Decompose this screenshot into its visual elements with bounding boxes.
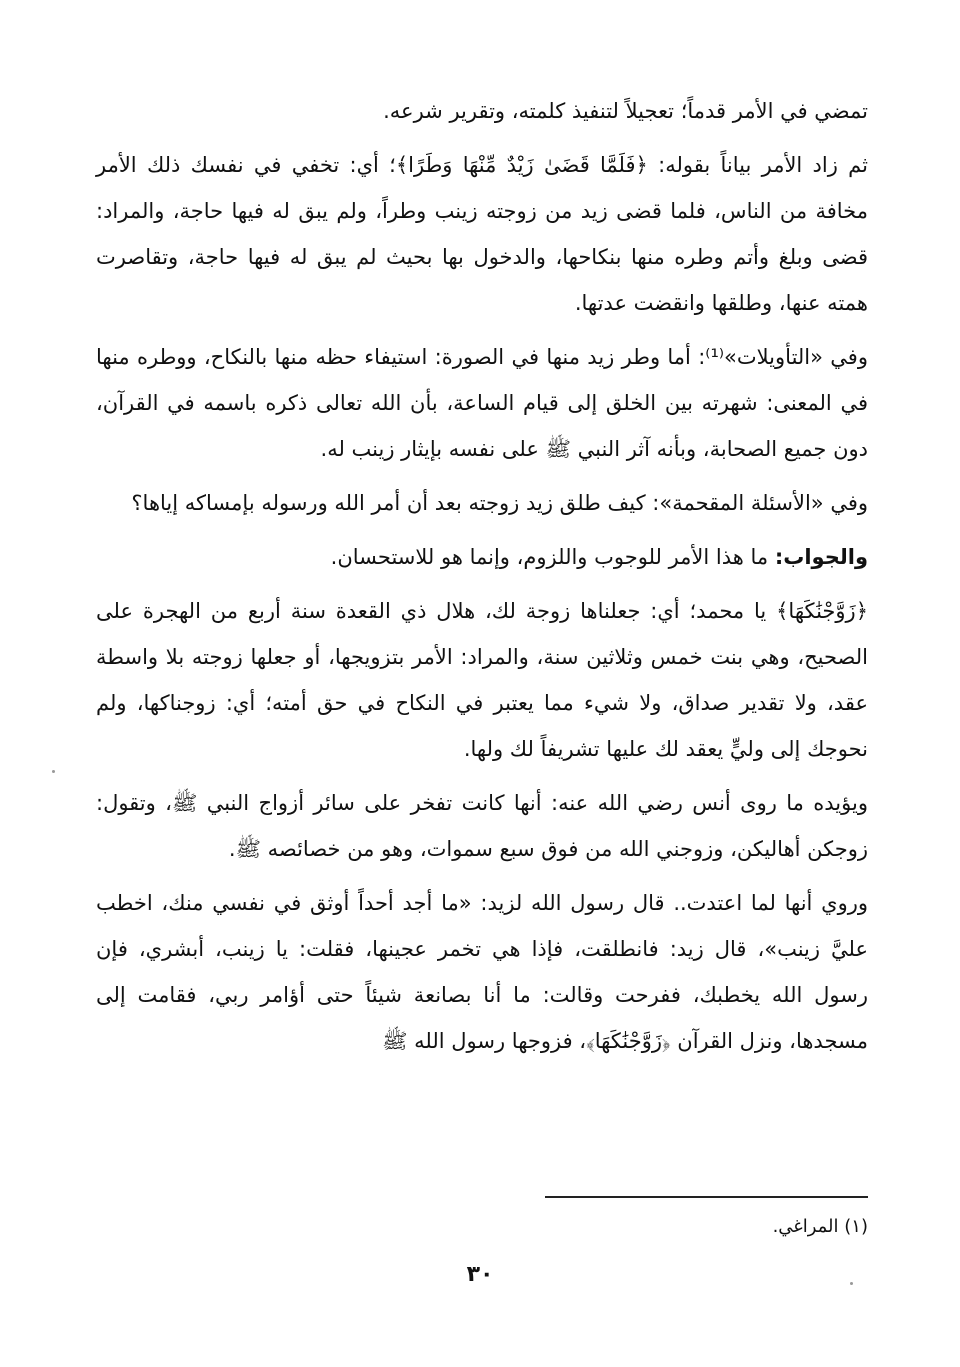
paragraph-1: تمضي في الأمر قدماً؛ تعجيلاً لتنفيذ كلمته، وتقرير شرعه. <box>383 99 868 123</box>
footnote: (١) المراغي. <box>772 1216 868 1237</box>
footnote-divider <box>545 1196 868 1198</box>
speck-mark <box>850 1282 853 1285</box>
paragraph-6: ﴿زَوَّجْنَٰكَهَا﴾ يا محمد؛ أي: جعلناها زوجة لك، هلال ذي القعدة سنة أربع من الهجرة على الصحيح، وهي بنت خمس وثلاثين سنة، والمراد: الأمر بتزويجها، أو جعلها زوجته بلا واسطة عقد، ولا تقدير صداق، ولا شيء مما يعتبر في النكاح في حق أمته؛ أي: زوجناكها، ولم نحوجك إلى وليٍّ يعقد لك عليها تشريفاً لك ولها. <box>96 599 868 761</box>
paragraph-4: وفي «الأسئلة المقحمة»: كيف طلق زيد زوجته بعد أن أمر الله ورسوله بإمساكه إياها؟ <box>131 491 868 515</box>
speck-mark <box>52 770 55 773</box>
paragraph-2: ثم زاد الأمر بياناً بقوله: ﴿فَلَمَّا قَضَىٰ زَيْدٌ مِّنْهَا وَطَرًا﴾؛ أي: تخفي في نفسك ذلك الأمر مخافة من الناس، فلما قضى زيد من زوجته زينب وطراً، ولم يبق له فيها حاجة، والمراد: قضى وبلغ وأتم وطره منها بنكاحها، والدخول بها بحيث لم يبق له فيها حاجة، وتقاصرت همته عنها، وطلقها وانقضت عدتها. <box>96 153 868 315</box>
paragraph-3: وفي «التأويلات»⁽¹⁾: أما وطر زيد منها في الصورة: استيفاء حظه منها بالنكاح، ووطره منها في المعنى: شهرته بين الخلق إلى قيام الساعة، بأن الله تعالى ذكره باسمه في القرآن، دون جميع الصحابة، وبأنه آثر النبي ﷺ على نفسه بإيثار زينب له. <box>96 345 868 461</box>
answer-text: ما هذا الأمر للوجوب واللزوم، وإنما هو للاستحسان. <box>330 545 769 569</box>
paragraph-7: ويؤيده ما روى أنس رضي الله عنه: أنها كانت تفخر على سائر أزواج النبي ﷺ، وتقول: زوجكن أهاليكن، وزوجني الله من فوق سبع سموات، وهو من خصائصه ﷺ. <box>96 791 868 861</box>
page-number: ٣٠ <box>466 1262 494 1287</box>
answer-label: والجواب: <box>774 545 868 569</box>
main-text <box>96 88 868 1064</box>
paragraph-8: وروي أنها لما اعتدت.. قال رسول الله لزيد: «ما أجد أحداً أوثق في نفسي منك، اخطب عليَّ زينب»، قال زيد: فانطلقت، فإذا هي تخمر عجينها، فقلت: يا زينب، أبشري، فإن رسول الله يخطبك، ففرحت وقالت: ما أنا بصانعة شيئاً حتى أؤامر ربي، فقامت إلى مسجدها، ونزل القرآن ﴿زَوَّجْنَٰكَهَا﴾، فزوجها رسول الله ﷺ <box>96 891 868 1053</box>
paragraph-5 <box>96 534 868 580</box>
